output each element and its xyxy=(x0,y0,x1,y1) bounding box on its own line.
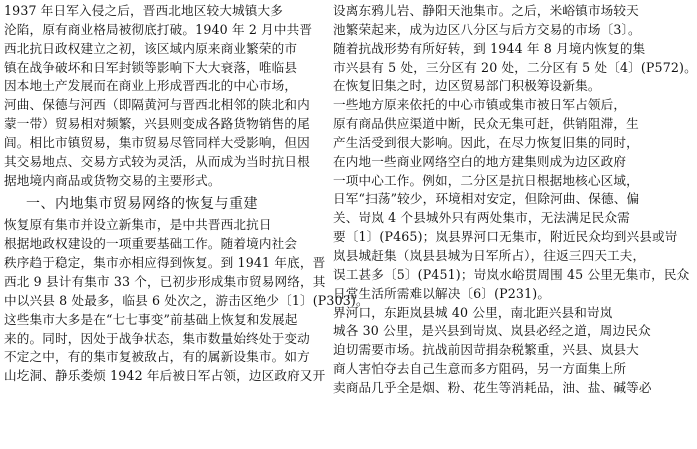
text-line: 市兴县有 5 处，三分区有 20 处，二分区有 5 处〔4〕(P572)。 xyxy=(333,59,697,75)
text-line: 原有商品供应渠道中断，民众无集可赶，供销阻滞，生 xyxy=(333,116,639,132)
text-line: 卖商品几乎全是烟、粉、花生等消耗品，油、盐、碱等必 xyxy=(333,379,652,395)
left-column xyxy=(4,2,369,386)
text-line: 镇在战争破坏和日军封锁等影响下大大衰落，唯临县 xyxy=(4,59,298,75)
text-line: 西北 9 县计有集市 33 个，已初步形成集市贸易网络，其 xyxy=(4,273,326,289)
text-line: 秩序趋于稳定，集市亦相应得到恢复。到 1941 年底，晋 xyxy=(4,255,326,271)
text-line: 随着抗战形势有所好转，到 1944 年 8 月境内恢复的集 xyxy=(333,40,646,56)
text-line: 在内地一些商业网络空白的地方建集则成为边区政府 xyxy=(333,153,627,169)
section-heading xyxy=(4,190,322,216)
text-line: 因本地土产发展而在商业上形成晋西北的中心市场， xyxy=(4,78,298,94)
text-line: 一些地方原来依托的中心市镇或集市被日军占领后， xyxy=(333,97,627,113)
text-line: 误工甚多〔5〕(P451)；岢岚水峪贯周围 45 公里无集市，民众 xyxy=(333,266,690,282)
text-line: 日常生活所需难以解决〔6〕(P231)。 xyxy=(333,285,551,301)
text-line: 闾。相比市镇贸易，集市贸易尽管同样大受影响，但因 xyxy=(4,134,310,150)
text-line: 界河口，东距岚县城 40 公里，南北距兴县和岢岚 xyxy=(333,304,613,320)
text-line: 中以兴县 8 处最多，临县 6 处次之，游击区绝少〔1〕(P303)。 xyxy=(4,292,369,308)
text-line: 不定之中，有的集市复被敌占，有的属新设集市。如方 xyxy=(4,349,310,365)
text-line: 沦陷，原有商业格局被彻底打破。1940 年 2 月中共晋 xyxy=(4,21,313,37)
text-line: 岚县城赶集（岚县县城为日军所占），往返三四天工夫， xyxy=(333,247,646,263)
text-line: 1937 年日军入侵之后，晋西北地区较大城镇大多 xyxy=(4,3,283,18)
text-line: 设离东鸦儿岩、静阳天池集市。之后，米峪镇市场较天 xyxy=(333,3,639,18)
text-line: 在恢复旧集之时，边区贸易部门积极筹设新集。 xyxy=(333,78,601,94)
text-line: 要〔1〕(P465)；岚县界河口无集市，附近民众均到兴县或岢 xyxy=(333,229,678,245)
text-line: 这些集市大多是在“七七事变”前基础上恢复和发展起 xyxy=(4,311,298,327)
right-column xyxy=(333,2,697,398)
text-line: 蒙一带）贸易相对频繁，兴县则变成各路货物销售的尾 xyxy=(4,116,310,132)
text-line: 其交易地点、交易方式较为灵活，从而成为当时抗日根 xyxy=(4,153,310,169)
text-line: 商人害怕夺去自己生意而多方阻码，另一方面集上所 xyxy=(333,361,627,377)
text-line: 据地境内商品或货物交易的主要形式。 xyxy=(4,172,221,188)
text-line: 西北抗日政权建立之初，该区域内原来商业繁荣的市 xyxy=(4,40,298,56)
text-line: 河曲、保德与河西（即隔黄河与晋西北相邻的陕北和内 xyxy=(4,97,310,113)
section-heading-text: 一、内地集市贸易网络的恢复与重建 xyxy=(26,196,258,213)
text-line: 迫切需要市场。抗战前因苛捐杂税繁重，兴县、岚县大 xyxy=(333,342,639,358)
text-line: 池繁荣起来，成为边区八分区与后方交易的市场〔3〕。 xyxy=(333,21,641,37)
text-line: 一项中心工作。例如，二分区是抗日根据地核心区域， xyxy=(333,172,639,188)
text-line: 山圪洞、静乐娄烦 1942 年后被日军占领，边区政府又开 xyxy=(4,368,326,384)
text-line: 根据地政权建设的一项重要基础工作。随着境内社会 xyxy=(4,236,298,252)
text-line: 日军“扫荡”较少，环境相对安定，但除河曲、保德、偏 xyxy=(333,191,640,207)
text-line: 来的。同时，因处于战争状态，集市数量始终处于变动 xyxy=(4,330,310,346)
text-line: 恢复原有集市并设立新集市，是中共晋西北抗日 xyxy=(4,217,272,233)
text-line: 城各 30 公里，是兴县到岢岚、岚县必经之道，周边民众 xyxy=(333,323,651,339)
text-line: 产生活受到很大影响。因此，在尽力恢复旧集的同时， xyxy=(333,134,639,150)
text-line: 关、岢岚 4 个县城外只有两处集市，无法满足民众需 xyxy=(333,210,630,226)
